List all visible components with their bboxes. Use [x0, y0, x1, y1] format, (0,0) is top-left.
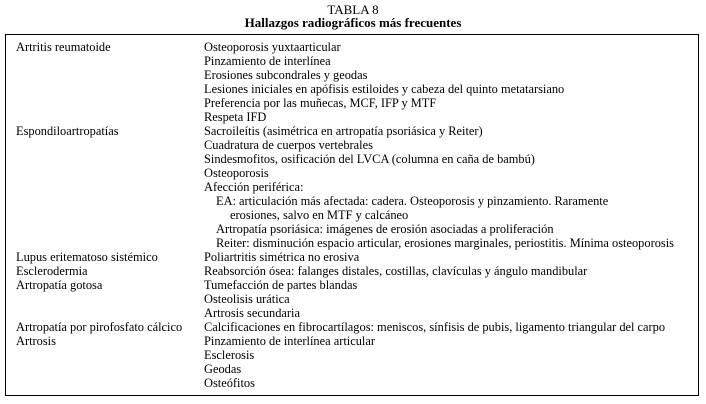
- table-row: [6, 348, 700, 362]
- table-row: [6, 54, 700, 68]
- finding-cell: Tumefacción de partes blandas: [204, 278, 358, 292]
- finding-cell: Reiter: disminución espacio articular, erosiones marginales, periostitis. Mínima osteoporosis: [216, 236, 674, 250]
- disease-cell: Artropatía gotosa: [16, 278, 103, 292]
- finding-cell: EA: articulación más afectada: cadera. Osteoporosis y pinzamiento. Raramente: [216, 194, 609, 208]
- finding-cell: Osteófitos: [204, 376, 255, 390]
- finding-cell: Lesiones iniciales en apófisis estiloides y cabeza del quinto metatarsiano: [204, 82, 565, 96]
- table-row: [6, 320, 700, 334]
- table-row: [6, 152, 700, 166]
- finding-cell: Cuadratura de cuerpos vertebrales: [204, 138, 373, 152]
- table-number: TABLA 8: [327, 2, 379, 17]
- table-row: [6, 166, 700, 180]
- radiographic-findings-table: [5, 34, 699, 396]
- finding-cell: Poliartritis simétrica no erosiva: [204, 250, 360, 264]
- table-row: [6, 194, 700, 208]
- disease-cell: Esclerodermia: [16, 264, 88, 278]
- disease-cell: Artropatía por pirofosfato cálcico: [16, 320, 183, 334]
- finding-cell: erosiones, salvo en MTF y calcáneo: [230, 208, 409, 222]
- table-row: [6, 68, 700, 82]
- table-row: [6, 222, 700, 236]
- disease-cell: Lupus eritematoso sistémico: [16, 250, 158, 264]
- table-row: [6, 236, 700, 250]
- finding-cell: Sindesmofitos, osificación del LVCA (columna en caña de bambú): [204, 152, 535, 166]
- table-row: [6, 40, 700, 54]
- finding-cell: Osteoporosis: [204, 166, 269, 180]
- finding-cell: Pinzamiento de interlínea articular: [204, 334, 375, 348]
- finding-cell: Geodas: [204, 362, 242, 376]
- finding-cell: Pinzamiento de interlínea: [204, 54, 331, 68]
- disease-cell: Artritis reumatoide: [16, 40, 111, 54]
- table-row: [6, 208, 700, 222]
- finding-cell: Respeta IFD: [204, 110, 267, 124]
- table-row: [6, 124, 700, 138]
- finding-cell: Reabsorción ósea: falanges distales, costillas, clavículas y ángulo mandibular: [204, 264, 588, 278]
- table-row: [6, 250, 700, 264]
- table-row: [6, 138, 700, 152]
- table-row: [6, 96, 700, 110]
- finding-cell: Calcificaciones en fibrocartílagos: meniscos, sínfisis de pubis, ligamento triangular del carpo: [204, 320, 666, 334]
- finding-cell: Osteolisis urática: [204, 292, 290, 306]
- finding-cell: Esclerosis: [204, 348, 255, 362]
- table-row: [6, 362, 700, 376]
- finding-cell: Preferencia por las muñecas, MCF, IFP y MTF: [204, 96, 437, 110]
- disease-cell: Artrosis: [16, 334, 56, 348]
- finding-cell: Artrosis secundaria: [204, 306, 300, 320]
- table-row: [6, 264, 700, 278]
- table-row: [6, 292, 700, 306]
- finding-cell: Erosiones subcondrales y geodas: [204, 68, 368, 82]
- finding-cell: Osteoporosis yuxtaarticular: [204, 40, 341, 54]
- table-row: [6, 82, 700, 96]
- finding-cell: Artropatía psoriásica: imágenes de erosión asociadas a proliferación: [216, 222, 554, 236]
- table-row: [6, 306, 700, 320]
- finding-cell: Afección periférica:: [204, 180, 304, 194]
- finding-cell: Sacroileítis (asimétrica en artropatía psoriásica y Reiter): [204, 124, 483, 138]
- table-row: [6, 376, 700, 390]
- table-title: Hallazgos radiográficos más frecuentes: [244, 15, 462, 30]
- table-row: [6, 180, 700, 194]
- table-row: [6, 110, 700, 124]
- table-row: [6, 334, 700, 348]
- table-row: [6, 278, 700, 292]
- disease-cell: Espondiloartropatías: [16, 124, 119, 138]
